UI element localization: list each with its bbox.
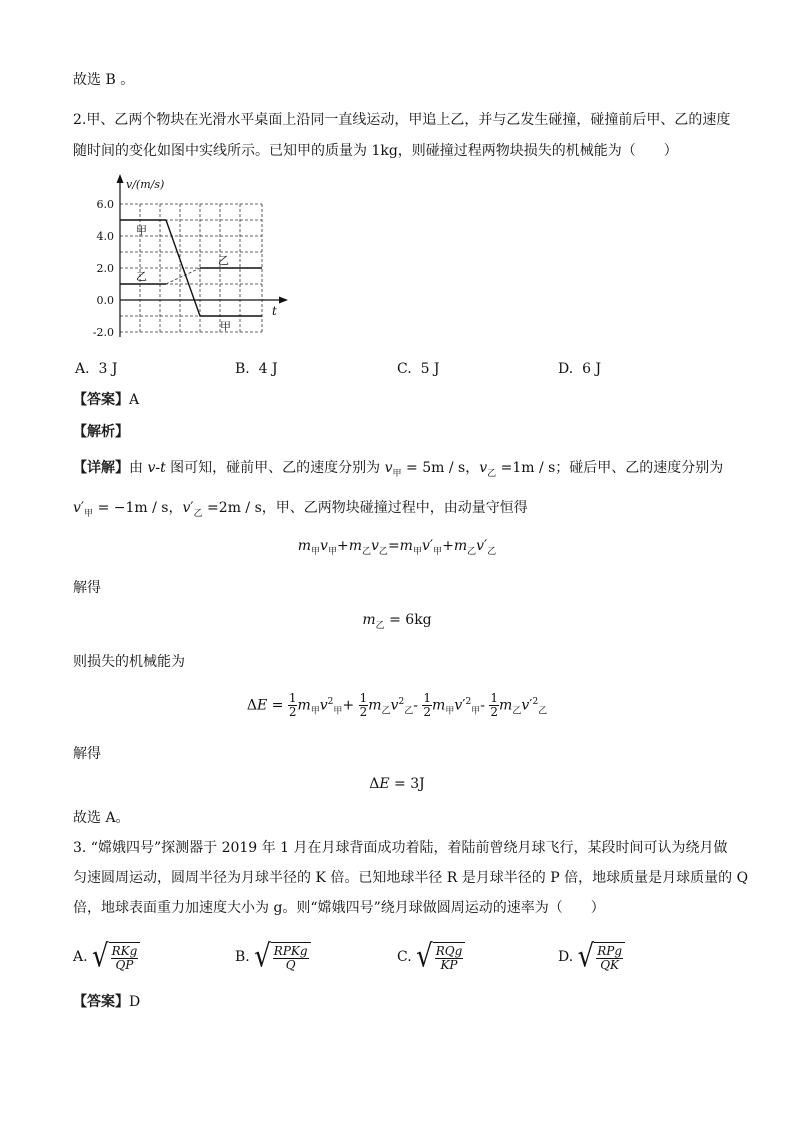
label-jia-after: 甲 bbox=[220, 320, 231, 333]
energy-loss-equation: ΔE = $\frac{1}{2}$ $m_甲v^2_甲+$ $\frac{1}{2}$ $m_乙v^2_乙-$ $\frac{1}{2}$ $m_甲v'^2_甲-$ $\frac{1}{2}$ $m_乙v'^2_乙$ bbox=[246, 691, 548, 719]
y-axis-label: v/(m/s) bbox=[126, 178, 165, 191]
mass-result: $m_乙 = 6kg$ bbox=[362, 612, 432, 631]
q3-stem-line3: 倍，地球表面重力加速度大小为 g。则“嫦娥四号”绕月球做圆周运动的速率为（ ） bbox=[73, 900, 605, 916]
momentum-equation: $m_甲v_甲+m_乙v_乙=m_甲v'_甲+m_乙v'_乙$ bbox=[297, 538, 497, 557]
y-tick-6: 6.0 bbox=[96, 198, 114, 211]
label-yi-before: 乙 bbox=[136, 270, 147, 283]
q2-conclusion: 故选 A。 bbox=[73, 810, 130, 826]
y-tick-neg2: -2.0 bbox=[92, 326, 114, 339]
q2-stem-line1: 2.甲、乙两个物块在光滑水平桌面上沿同一直线运动，甲追上乙，并与乙发生碰撞，碰撞前后甲、乙的速度 bbox=[73, 112, 731, 128]
q3-stem-line1: 3. “嫦娥四号”探测器于 2019 年 1 月在月球背面成功着陆，着陆前曾绕月球飞行，某段时间可认为绕月做 bbox=[73, 840, 728, 856]
q3-option-c[interactable]: C. √ $\frac{\text{RQg}}{KP}$ bbox=[397, 942, 465, 972]
q2-detail-line1: 【详解】由 v-t 图可知，碰前甲、乙的速度分别为 $v_甲 = 5m / s$，$v_乙 =1m / s$；碰后甲、乙的速度分别为 bbox=[73, 460, 724, 479]
q2-detail-line2: $v'_甲 = -1m / s$，$v'_乙 =2m / s$，甲、乙两物块碰撞过程中，由动量守恒得 bbox=[73, 500, 528, 519]
q2-option-d[interactable]: D. 6 J bbox=[558, 361, 602, 377]
q2-option-b[interactable]: B. 4 J bbox=[235, 361, 278, 377]
delta-e-result: ΔE = 3J bbox=[369, 776, 425, 792]
q3-options bbox=[73, 938, 733, 978]
q2-option-a[interactable]: A. 3 J bbox=[75, 361, 118, 377]
q2-stem-line2: 随时间的变化如图中实线所示。已知甲的质量为 1kg，则碰撞过程两物块损失的机械能为（ ） bbox=[73, 143, 678, 159]
q3-answer: 【答案】D bbox=[73, 994, 141, 1010]
q2-loss-text: 则损失的机械能为 bbox=[73, 654, 185, 670]
q3-option-a[interactable]: A. √ $\frac{\text{RKg}}{QP}$ bbox=[73, 942, 140, 972]
q2-solve2: 解得 bbox=[73, 746, 101, 762]
y-tick-0: 0.0 bbox=[96, 294, 114, 307]
x-axis-label: t bbox=[272, 304, 277, 318]
y-tick-2: 2.0 bbox=[96, 262, 114, 275]
q2-option-c[interactable]: C. 5 J bbox=[397, 361, 440, 377]
y-tick-4: 4.0 bbox=[96, 230, 114, 243]
q2-analysis-tag: 【解析】 bbox=[73, 424, 129, 440]
q3-option-b[interactable]: B. √ $\frac{\text{RPKg}}{Q}$ bbox=[235, 942, 311, 972]
q2-options bbox=[73, 359, 733, 381]
q2-solve1: 解得 bbox=[73, 580, 101, 596]
label-yi-after: 乙 bbox=[218, 254, 229, 267]
label-jia-before: 甲 bbox=[136, 224, 147, 237]
q3-stem-line2: 匀速圆周运动，圆周半径为月球半径的 K 倍。已知地球半径 R 是月球半径的 P 倍，地球质量是月球质量的 Q bbox=[73, 870, 749, 886]
q2-vt-graph bbox=[78, 172, 298, 344]
prev-conclusion: 故选 B 。 bbox=[73, 72, 135, 88]
q3-option-d[interactable]: D. √ $\frac{\text{RPg}}{QK}$ bbox=[558, 942, 625, 972]
q2-answer: 【答案】A bbox=[73, 392, 140, 408]
